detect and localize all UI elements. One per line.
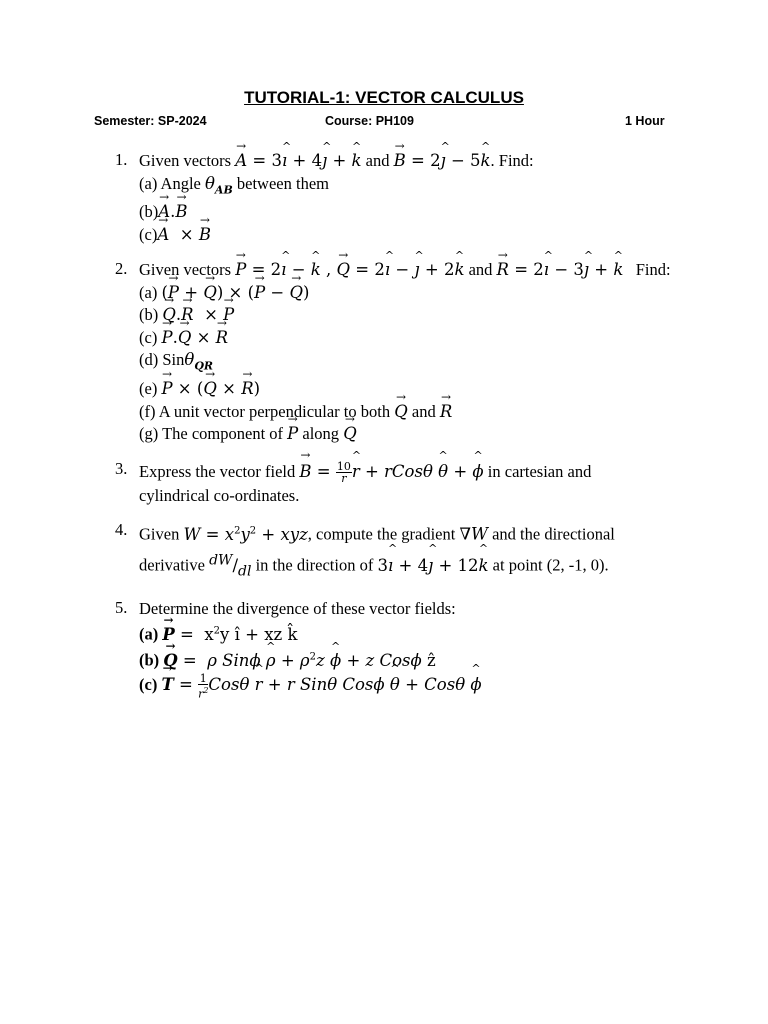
course-label: Course: PH109 bbox=[325, 114, 414, 128]
question-1-part-b: (b)A →.B → bbox=[139, 201, 715, 224]
question-5-part-b: (b) Q → = ρ Sinϕ ρ ^ + $\rho^2z$ ϕ ^ + z Cosϕ ẑ bbox=[139, 646, 715, 672]
duration-label: 1 Hour bbox=[625, 114, 665, 128]
question-4 bbox=[115, 520, 715, 585]
question-2-part-f: (f) A unit vector perpendicular to both Q → and R → bbox=[139, 401, 715, 424]
page-title: TUTORIAL-1: VECTOR CALCULUS bbox=[244, 88, 524, 107]
question-5 bbox=[115, 598, 715, 699]
question-2 bbox=[115, 259, 715, 445]
question-3-line-2: cylindrical co-ordinates. bbox=[139, 485, 300, 505]
question-5-part-a: (a) P → = $x^2y$ î + xz k̂ bbox=[139, 620, 715, 646]
question-2-part-c: (c) P →.Q → × R → bbox=[139, 327, 715, 350]
question-5-stem: Determine the divergence of these vector fields: bbox=[139, 598, 456, 618]
question-4-line-2: derivative $^{dW}/_{dl}$ in the direction of 3ı ^ + 4ȷ ^ + 12k ^ at point (2, -1, 0). bbox=[139, 546, 715, 585]
question-number: 2. bbox=[115, 259, 128, 279]
question-3-line-1: Express the vector field B → = $\frac{10}{r}$ r ^ + rCosθ θ ^ + ϕ ^ in cartesian and bbox=[139, 459, 715, 485]
question-5-part-c: (c) T → = $\frac{1}{r^2}$ Cosθ r ^ + r Sinθ Cosϕ θ ^ + Cosθ ϕ ^ bbox=[139, 672, 715, 699]
question-2-part-a: (a) (P → + Q →) × (P → − Q →) bbox=[139, 282, 715, 305]
question-2-part-d: (d) Sinθ$_{QR}$ bbox=[139, 350, 214, 373]
question-2-part-e: (e) P → × (Q → × R →) bbox=[139, 378, 715, 401]
question-2-part-b: (b) Q →.R → × P → bbox=[139, 304, 715, 327]
semester-label: Semester: SP-2024 bbox=[94, 114, 207, 128]
question-2-part-g: (g) The component of P → along Q → bbox=[139, 423, 715, 446]
question-1 bbox=[115, 150, 715, 246]
question-number: 3. bbox=[115, 458, 128, 478]
question-1-stem: Given vectors A → = 3ı ^ + 4ȷ ^ + k ^ and B → = 2ȷ ^ − 5k ^. Find: bbox=[139, 150, 715, 173]
question-number: 4. bbox=[115, 520, 128, 540]
question-list bbox=[115, 150, 715, 699]
question-1-part-c: (c)A → × B → bbox=[139, 224, 715, 247]
question-1-part-a: (a) Angle $\theta_{AB}$ between them bbox=[139, 173, 329, 196]
question-4-line-1: Given $W = x^2y^2$ + xyz, compute the gradient ∇W and the directional bbox=[139, 524, 615, 544]
question-3 bbox=[115, 459, 715, 508]
question-2-stem: Given vectors P → = 2ı ^ − k ^ , Q → = 2ı ^ − ȷ ^ + 2k ^ and R → = 2ı ^ − 3ȷ ^ + k ^ Find: bbox=[139, 259, 715, 282]
question-number: 5. bbox=[115, 597, 128, 617]
question-number: 1. bbox=[115, 150, 128, 169]
